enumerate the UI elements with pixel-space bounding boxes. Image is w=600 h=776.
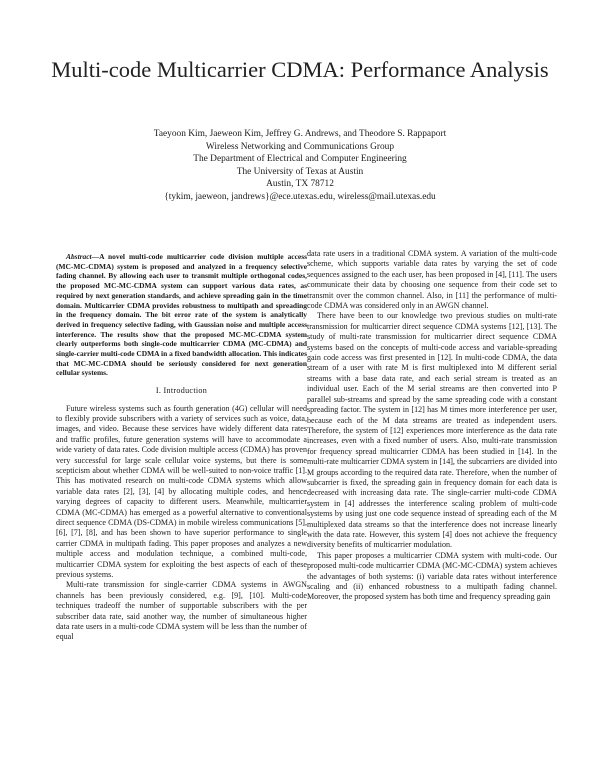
author-names: Taeyoon Kim, Jaeweon Kim, Jeffrey G. Andrews, and Theodore S. Rappaport bbox=[153, 129, 447, 139]
intro-paragraph-2-continued: data rate users in a traditional CDMA system. A variation of the multi-code scheme, which supports variable data rates by varying the set of code sequences assigned to the each user, has been proposed in [4], [11]. The users communicate their data by choosing one sequence from their code set to transmit over the common channel. Also, in [11] the performance of multi-code CDMA was considered only in an AWGN channel. bbox=[307, 249, 557, 311]
author-emails: {tykim, jaeweon, jandrews}@ece.utexas.edu, wireless@mail.utexas.edu bbox=[164, 191, 436, 202]
left-column bbox=[56, 252, 307, 643]
affiliation-group: Wireless Networking and Communications Group bbox=[205, 141, 395, 152]
affiliation-address: Austin, TX 78712 bbox=[266, 179, 334, 190]
affiliation-university: The University of Texas at Austin bbox=[236, 166, 364, 177]
intro-paragraph-2: Multi-rate transmission for single-carrier CDMA systems in AWGN channels has been previously considered, e.g. [9], [10]. Multi-code techniques tradeoff the number of supportable subscribers with the per subscriber data rate, said another way, the number of simultaneous higher data rate users in a multi-code CDMA system will be less than the number of equal bbox=[56, 580, 307, 642]
author-block bbox=[40, 128, 560, 204]
abstract-label: Abstract bbox=[66, 252, 92, 261]
section-heading-introduction: I. Introduction bbox=[155, 386, 208, 396]
right-column bbox=[307, 249, 557, 603]
affiliation-department: The Department of Electrical and Computer Engineering bbox=[193, 154, 407, 165]
abstract-body: —A novel multi-code multicarrier code division multiple access (MC-MC-CDMA) system is proposed and analyzed in a frequency selective fading channel. By allowing each user to transmit multiple orthogonal codes, the proposed MC-MC-CDMA system can support various data rates, as required by next generation standards, and achieve spreading gain in the time domain. Multicarrier CDMA provides robustness to multipath and spreading in the frequency domain. The bit error rate of the system is analytically derived in frequency selective fading, with Gaussian noise and multiple access interference. The results show that the proposed MC-MC-CDMA system clearly outperforms both single-code multicarrier CDMA (MC-CDMA) and single-carrier multi-code CDMA in a fixed bandwidth allocation. This indicates that MC-MC-CDMA should be seriously considered for next generation cellular systems. bbox=[56, 252, 307, 378]
intro-paragraph-4: This paper proposes a multicarrier CDMA system with multi-code. Our proposed multi-code multicarrier CDMA (MC-MC-CDMA) system achieves the advantages of both systems: (i) variable data rates without interference scaling and (ii) enhanced robustness to a multipath fading channel. Moreover, the proposed system has both time and frequency spreading gain bbox=[307, 550, 557, 602]
paper-title: Multi-code Multicarrier CDMA: Performance Analysis bbox=[51, 57, 549, 82]
intro-paragraph-1: Future wireless systems such as fourth generation (4G) cellular will need to flexibly provide subscribers with a variety of services such as voice, data, images, and video. Because these services have widely different data rates and traffic profiles, future generation systems will have to accommodate a wide variety of data rates. Code division multiple access (CDMA) has proven very successful for large scale cellular voice systems, but there is some scepticism about whether CDMA will be well-suited to non-voice traffic [1]. This has motivated research on multi-code CDMA systems which allow variable data rates [2], [3], [4] by allocating multiple codes, and hence varying degrees of capacity to different users. Meanwhile, multicarrier CDMA (MC-CDMA) has emerged as a powerful alternative to conventional direct sequence CDMA (DS-CDMA) in mobile wireless communications [5], [6], [7], [8], and has been shown to have superior performance to single carrier CDMA in multipath fading. This paper proposes and analyzes a new multiple access and modulation technique, a combined multi-code, multicarrier CDMA system for exploiting the best aspects of each of these previous systems. bbox=[56, 403, 307, 580]
intro-paragraph-3: There have been to our knowledge two previous studies on multi-rate transmission for multicarrier direct sequence CDMA systems [12], [13]. The study of multi-rate transmission for multicarrier direct sequence CDMA systems based on the concepts of multi-code access and variable-spreading gain code access was first presented in [12]. In multi-code CDMA, the data stream of a user with rate M is first multiplexed into M different serial streams with a base data rate, and each serial stream is treated as an individual user. Each of the M serial streams are then converted into P parallel sub-streams and spread by the same spreading code with a constant spreading factor. The system in [12] has M times more interference per user, because each of the M data streams are treated as independent users. Therefore, the system of [12] experiences more interference as the data rate increases, even with a fixed number of users. Also, multi-rate transmission for frequency spread multicarrier CDMA has been studied in [14]. In the multi-rate multicarrier CDMA system in [14], the subcarriers are divided into M groups according to the required data rate. Therefore, when the number of subcarrier is fixed, the spreading gain in frequency domain for each data is decreased with increasing data rate. The single-carrier multi-code CDMA system in [4] addresses the interference scaling problem of multi-code systems by using just one code sequence instead of spreading each of the M multiplexed data streams so that the interference does not increase linearly with the data rate. However, this system [4] does not achieve the frequency diversity benefits of multicarrier modulation. bbox=[307, 311, 557, 550]
abstract bbox=[56, 252, 307, 378]
